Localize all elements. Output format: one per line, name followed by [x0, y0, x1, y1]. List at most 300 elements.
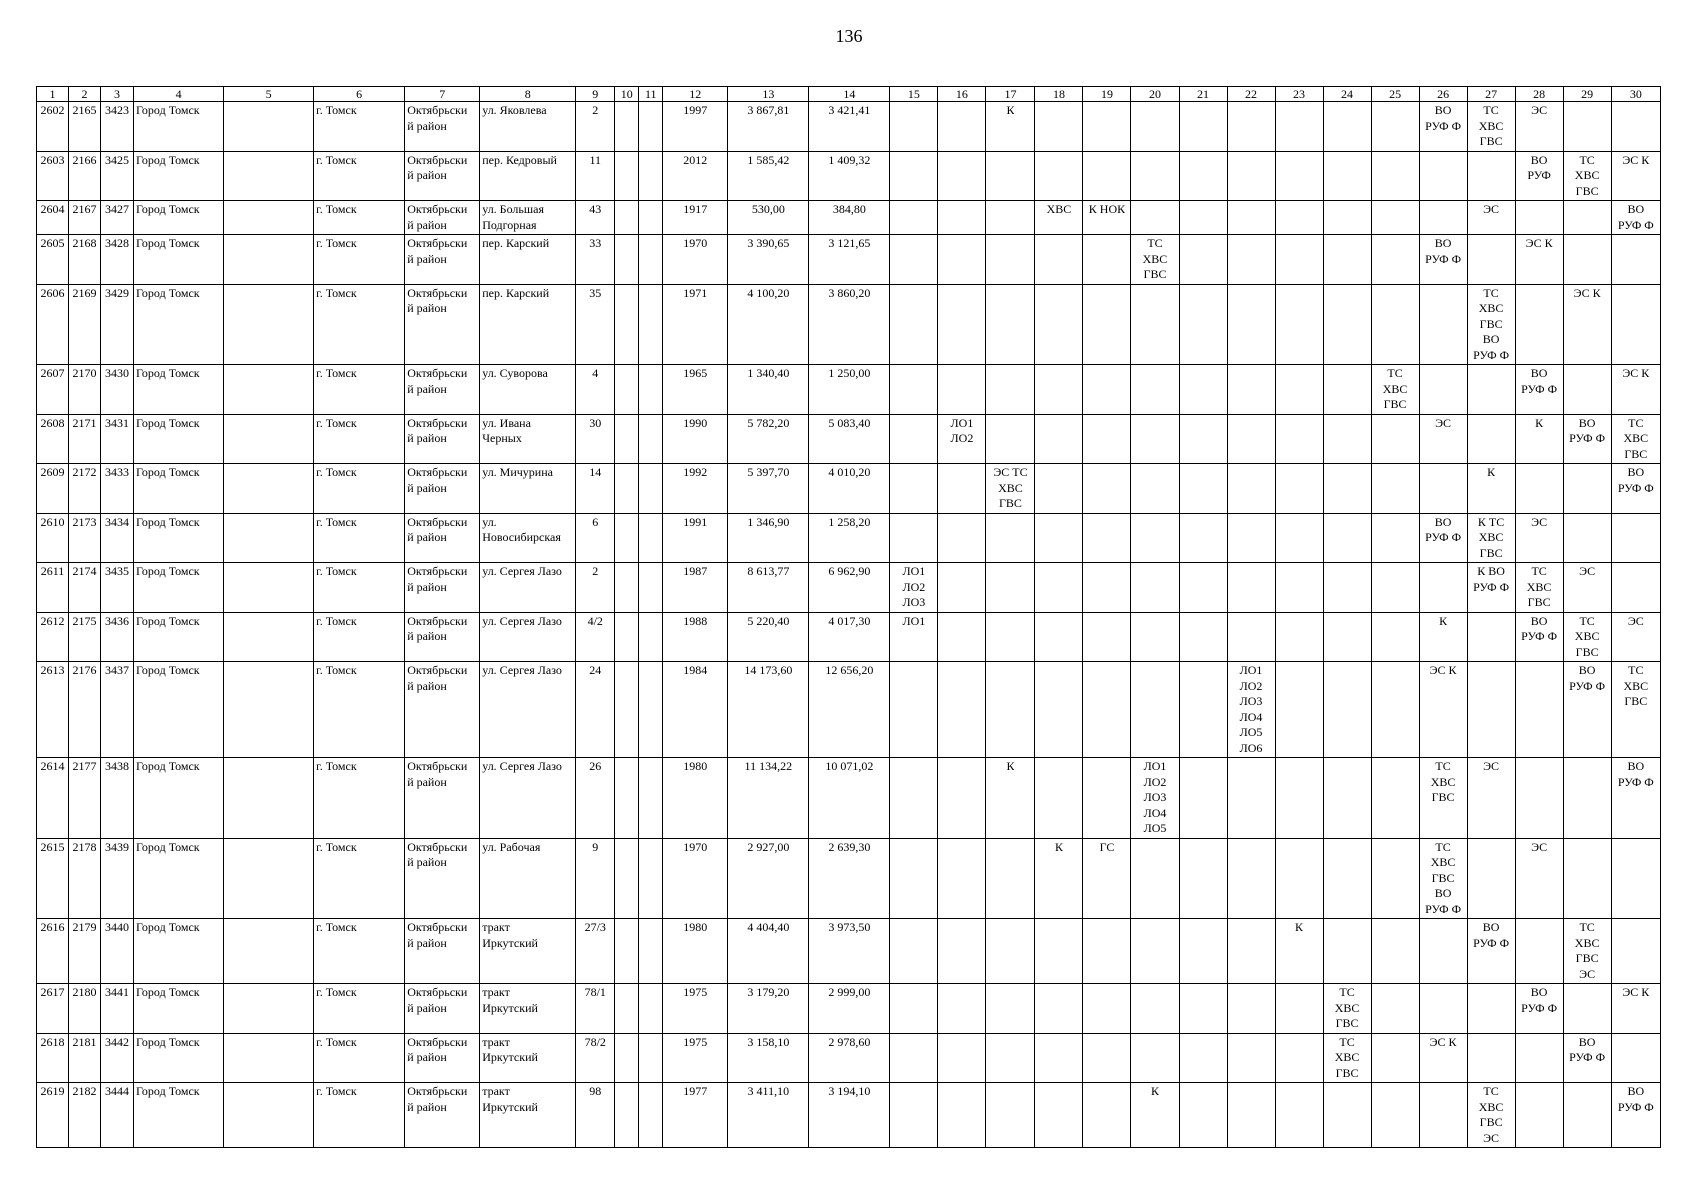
table-cell — [890, 102, 938, 152]
column-header: 19 — [1083, 87, 1131, 102]
table-cell — [1419, 513, 1467, 563]
table-cell — [663, 235, 728, 285]
cell-text: пер. Карский — [482, 236, 550, 250]
table-cell — [224, 365, 314, 415]
table-cell — [69, 284, 101, 365]
table-cell — [663, 284, 728, 365]
table-cell — [1179, 151, 1227, 201]
cell-text: 1975 — [683, 985, 708, 999]
cell-text: г. Томск — [316, 564, 357, 578]
table-cell — [1179, 1033, 1227, 1083]
table-cell — [1563, 919, 1611, 984]
table-cell — [1035, 102, 1083, 152]
table-cell — [1035, 919, 1083, 984]
table-cell — [1515, 662, 1563, 758]
table-cell — [101, 1033, 134, 1083]
cell-text: К — [1150, 1084, 1159, 1098]
cell-text: К — [1487, 465, 1496, 479]
cell-text: 1970 — [683, 236, 708, 250]
table-cell — [101, 513, 134, 563]
table-cell — [69, 563, 101, 613]
cell-text: 3 194,10 — [828, 1084, 871, 1098]
cell-text: ВО РУФ Ф — [1617, 759, 1654, 789]
table-cell — [1419, 284, 1467, 365]
cell-text: 3 411,10 — [747, 1084, 790, 1098]
table-cell — [1371, 1033, 1419, 1083]
table-cell — [37, 235, 69, 285]
table-cell — [101, 758, 134, 839]
table-cell — [37, 513, 69, 563]
table-row — [37, 284, 1661, 365]
table-cell — [639, 1033, 663, 1083]
column-header: 9 — [576, 87, 615, 102]
cell-text: 1 585,42 — [747, 152, 790, 167]
cell-text: 2168 — [72, 236, 97, 250]
cell-text: ул. Яковлева — [482, 103, 547, 117]
cell-text: ВО РУФ Ф — [1617, 202, 1654, 232]
table-cell — [405, 984, 480, 1034]
table-cell — [1227, 612, 1275, 662]
table-cell — [728, 919, 809, 984]
cell-text: 1997 — [683, 103, 708, 117]
table-cell — [1275, 984, 1323, 1034]
table-cell — [576, 235, 615, 285]
cell-text: К — [1054, 839, 1063, 854]
table-cell — [405, 758, 480, 839]
cell-text: К НОК — [1088, 202, 1126, 216]
table-cell — [1467, 102, 1515, 152]
table-cell — [1131, 151, 1179, 201]
table-cell — [1419, 612, 1467, 662]
table-cell — [405, 1083, 480, 1148]
cell-text: ТС ХВС ГВС — [1623, 663, 1649, 708]
table-cell — [615, 758, 639, 839]
table-cell — [69, 1033, 101, 1083]
cell-text: ТС ХВС ГВС — [1334, 985, 1360, 1030]
table-cell — [1563, 151, 1611, 201]
table-cell — [1227, 102, 1275, 152]
cell-text: ул. Сергея Лазо — [482, 613, 562, 628]
table-cell — [986, 513, 1035, 563]
table-cell — [1275, 1083, 1323, 1148]
table-cell — [405, 612, 480, 662]
table-cell — [1419, 563, 1467, 613]
cell-text: тракт Иркутский — [482, 1084, 538, 1114]
table-cell — [986, 1033, 1035, 1083]
table-cell — [890, 838, 938, 919]
cell-text: ТС ХВС ГВС — [1430, 759, 1456, 804]
table-cell — [938, 662, 986, 758]
cell-text: 2175 — [72, 613, 97, 628]
cell-text: 35 — [589, 285, 602, 300]
table-cell — [615, 284, 639, 365]
table-cell — [1323, 563, 1371, 613]
table-cell — [986, 984, 1035, 1034]
table-cell — [480, 662, 576, 758]
table-cell — [1035, 1083, 1083, 1148]
table-cell — [938, 563, 986, 613]
table-cell — [728, 284, 809, 365]
cell-text: 6 962,90 — [828, 564, 871, 578]
cell-text: Город Томск — [136, 236, 200, 250]
table-cell — [1371, 464, 1419, 514]
table-cell — [37, 284, 69, 365]
table-cell — [890, 758, 938, 839]
table-cell — [1611, 1033, 1660, 1083]
cell-text: ТС ХВС ГВС ВО РУФ Ф — [1425, 839, 1462, 916]
table-cell — [314, 284, 405, 365]
cell-text: ВО РУФ Ф — [1521, 985, 1558, 1015]
cell-text: Город Томск — [136, 152, 200, 167]
table-cell — [1611, 984, 1660, 1034]
cell-text: 3427 — [105, 202, 130, 216]
table-cell — [615, 235, 639, 285]
table-cell — [224, 838, 314, 919]
table-cell — [1563, 414, 1611, 464]
table-cell — [938, 838, 986, 919]
table-cell — [663, 464, 728, 514]
table-cell — [728, 414, 809, 464]
table-cell — [1323, 1033, 1371, 1083]
table-cell — [1611, 662, 1660, 758]
table-cell — [639, 838, 663, 919]
table-cell — [1179, 513, 1227, 563]
column-header: 4 — [134, 87, 224, 102]
cell-text: ул. Большая Подгорная — [482, 202, 544, 232]
table-cell — [728, 102, 809, 152]
table-cell — [1083, 414, 1131, 464]
table-cell — [314, 414, 405, 464]
table-cell — [1467, 365, 1515, 415]
cell-text: 1987 — [683, 564, 708, 578]
cell-text: К ВО РУФ Ф — [1473, 564, 1510, 594]
table-cell — [69, 464, 101, 514]
table-cell — [1275, 758, 1323, 839]
column-header: 10 — [615, 87, 639, 102]
cell-text: пер. Кедровый — [482, 152, 557, 167]
cell-text: 98 — [589, 1084, 602, 1098]
table-cell — [224, 563, 314, 613]
page-number: 136 — [835, 26, 863, 46]
table-cell — [1419, 758, 1467, 839]
table-cell — [728, 365, 809, 415]
table-cell — [1515, 612, 1563, 662]
cell-text: 2609 — [40, 465, 65, 479]
table-cell — [890, 1083, 938, 1148]
column-header: 25 — [1371, 87, 1419, 102]
cell-text: 1992 — [683, 465, 708, 479]
cell-text: Октябрьски й район — [407, 613, 468, 643]
table-cell — [1131, 414, 1179, 464]
table-cell — [69, 201, 101, 235]
table-cell — [938, 365, 986, 415]
cell-text: К ТС ХВС ГВС — [1477, 514, 1505, 560]
table-row — [37, 365, 1661, 415]
cell-text: ТС ХВС ГВС — [1382, 366, 1408, 411]
table-cell — [1323, 151, 1371, 201]
cell-text: ЭС — [1531, 839, 1548, 854]
table-cell — [1467, 464, 1515, 514]
table-cell — [576, 1033, 615, 1083]
table-cell — [938, 513, 986, 563]
table-cell — [986, 612, 1035, 662]
table-cell — [1131, 513, 1179, 563]
table-cell — [576, 513, 615, 563]
cell-text: 1990 — [683, 415, 708, 430]
table-cell — [1083, 464, 1131, 514]
table-cell — [1227, 414, 1275, 464]
table-cell — [809, 1033, 890, 1083]
table-cell — [1035, 151, 1083, 201]
cell-text: 1 409,32 — [828, 152, 871, 167]
table-cell — [1563, 513, 1611, 563]
cell-text: Город Томск — [136, 564, 200, 578]
cell-text: 5 083,40 — [828, 415, 871, 430]
table-cell — [890, 563, 938, 613]
table-cell — [1083, 919, 1131, 984]
cell-text: 4 017,30 — [828, 613, 871, 628]
cell-text: 2166 — [72, 152, 97, 167]
table-cell — [809, 365, 890, 415]
cell-text: 2602 — [40, 103, 65, 117]
table-cell — [1611, 414, 1660, 464]
table-cell — [134, 1083, 224, 1148]
cell-text: К — [1535, 415, 1544, 430]
table-cell — [1035, 284, 1083, 365]
table-cell — [134, 513, 224, 563]
table-cell — [1131, 612, 1179, 662]
table-cell — [615, 1083, 639, 1148]
table-cell — [986, 758, 1035, 839]
cell-text: 4 — [592, 366, 599, 380]
table-cell — [37, 838, 69, 919]
table-cell — [1419, 201, 1467, 235]
table-cell — [1611, 563, 1660, 613]
cell-text: ЭС — [1435, 415, 1452, 430]
cell-text: 3431 — [105, 415, 130, 430]
table-row — [37, 984, 1661, 1034]
table-cell — [576, 838, 615, 919]
table-cell — [576, 151, 615, 201]
table-cell — [134, 151, 224, 201]
column-header: 18 — [1035, 87, 1083, 102]
table-cell — [1227, 1033, 1275, 1083]
table-cell — [1275, 919, 1323, 984]
table-cell — [1179, 102, 1227, 152]
cell-text: ЭС — [1627, 613, 1644, 628]
table-cell — [938, 235, 986, 285]
cell-text: г. Томск — [316, 613, 357, 628]
table-cell — [480, 919, 576, 984]
cell-text: ЭС ТС ХВС ГВС — [993, 465, 1028, 510]
table-cell — [1467, 838, 1515, 919]
cell-text: Октябрьски й район — [407, 759, 468, 789]
cell-text: 2617 — [40, 985, 65, 999]
table-cell — [1419, 919, 1467, 984]
cell-text: 43 — [589, 202, 602, 216]
table-cell — [1419, 662, 1467, 758]
table-cell — [1179, 235, 1227, 285]
cell-text: 2176 — [72, 663, 97, 677]
cell-text: Город Томск — [136, 465, 200, 479]
cell-text: ГС — [1099, 839, 1115, 854]
table-cell — [1563, 563, 1611, 613]
table-cell — [314, 662, 405, 758]
table-cell — [1323, 284, 1371, 365]
table-cell — [1611, 151, 1660, 201]
table-cell — [809, 151, 890, 201]
table-cell — [1515, 284, 1563, 365]
table-cell — [1515, 563, 1563, 613]
table-cell — [890, 464, 938, 514]
table-cell — [1611, 102, 1660, 152]
cell-text: 2618 — [40, 1034, 65, 1049]
table-cell — [728, 151, 809, 201]
cell-text: 2606 — [40, 285, 65, 300]
table-cell — [1467, 513, 1515, 563]
table-cell — [224, 201, 314, 235]
table-cell — [1035, 758, 1083, 839]
table-cell — [1227, 662, 1275, 758]
cell-text: ул. Мичурина — [482, 465, 553, 479]
table-cell — [224, 984, 314, 1034]
table-cell — [224, 513, 314, 563]
table-cell — [576, 365, 615, 415]
cell-text: ТС ХВС ГВС — [1623, 415, 1649, 461]
table-cell — [615, 1033, 639, 1083]
table-cell — [1323, 919, 1371, 984]
table-cell — [576, 414, 615, 464]
cell-text: ТС ХВС ГВС ЭС — [1574, 920, 1600, 981]
cell-text: ЭС — [1531, 514, 1548, 529]
table-cell — [1179, 758, 1227, 839]
cell-text: 2 — [592, 564, 599, 578]
table-cell — [224, 235, 314, 285]
table-cell — [1227, 284, 1275, 365]
table-cell — [1131, 984, 1179, 1034]
table-cell — [1083, 102, 1131, 152]
cell-text: Город Томск — [136, 663, 200, 677]
table-cell — [69, 1083, 101, 1148]
table-cell — [101, 201, 134, 235]
table-cell — [1275, 151, 1323, 201]
cell-text: 2616 — [40, 920, 65, 934]
cell-text: ЛО1 ЛО2 — [950, 415, 974, 445]
table-cell — [1515, 1083, 1563, 1148]
table-cell — [1083, 1033, 1131, 1083]
table-cell — [728, 201, 809, 235]
table-cell — [224, 612, 314, 662]
table-cell — [1563, 612, 1611, 662]
table-cell — [1563, 365, 1611, 415]
cell-text: 3 390,65 — [747, 236, 790, 250]
table-cell — [663, 758, 728, 839]
cell-text: 1971 — [683, 285, 708, 300]
table-cell — [1131, 919, 1179, 984]
cell-text: 9 — [592, 839, 599, 854]
cell-text: Октябрьски й район — [407, 1034, 468, 1064]
table-cell — [480, 102, 576, 152]
table-row — [37, 513, 1661, 563]
cell-text: ЭС К — [1429, 663, 1457, 677]
table-cell — [1371, 612, 1419, 662]
table-cell — [1323, 513, 1371, 563]
cell-text: Октябрьски й район — [407, 103, 468, 133]
table-cell — [134, 838, 224, 919]
table-cell — [615, 201, 639, 235]
cell-text: 14 — [589, 465, 602, 479]
cell-text: Город Томск — [136, 285, 200, 300]
cell-text: Город Томск — [136, 920, 200, 934]
table-cell — [1419, 235, 1467, 285]
table-cell — [809, 838, 890, 919]
cell-text: 8 613,77 — [747, 564, 790, 578]
table-cell — [1083, 1083, 1131, 1148]
table-cell — [1275, 563, 1323, 613]
cell-text: 3434 — [105, 514, 130, 529]
cell-text: 1984 — [683, 663, 708, 677]
table-cell — [809, 201, 890, 235]
table-cell — [986, 235, 1035, 285]
table-cell — [986, 1083, 1035, 1148]
table-cell — [224, 662, 314, 758]
table-cell — [1515, 201, 1563, 235]
table-row — [37, 151, 1661, 201]
table-cell — [615, 365, 639, 415]
table-cell — [809, 284, 890, 365]
table-cell — [728, 235, 809, 285]
table-cell — [1323, 201, 1371, 235]
cell-text: 2 999,00 — [828, 985, 871, 999]
data-table — [36, 86, 1661, 1148]
cell-text: ул. Сергея Лазо — [482, 564, 562, 578]
cell-text: Октябрьски й район — [407, 465, 468, 495]
column-header: 13 — [728, 87, 809, 102]
table-row — [37, 414, 1661, 464]
table-cell — [134, 235, 224, 285]
cell-text: 3 158,10 — [747, 1034, 790, 1049]
column-header: 1 — [37, 87, 69, 102]
table-cell — [405, 414, 480, 464]
table-cell — [615, 464, 639, 514]
table-cell — [480, 201, 576, 235]
table-cell — [1563, 102, 1611, 152]
cell-text: 1965 — [683, 366, 708, 380]
table-cell — [809, 563, 890, 613]
column-header: 8 — [480, 87, 576, 102]
column-header: 27 — [1467, 87, 1515, 102]
table-cell — [37, 758, 69, 839]
table-cell — [938, 1083, 986, 1148]
column-header: 20 — [1131, 87, 1179, 102]
column-header: 16 — [938, 87, 986, 102]
cell-text: 2170 — [72, 366, 97, 380]
table-cell — [1083, 563, 1131, 613]
table-cell — [1515, 758, 1563, 839]
table-cell — [728, 838, 809, 919]
cell-text: г. Томск — [316, 415, 357, 430]
cell-text: 4/2 — [587, 613, 603, 628]
cell-text: 1 340,40 — [747, 366, 790, 380]
table-cell — [69, 513, 101, 563]
table-cell — [1179, 838, 1227, 919]
table-cell — [1419, 838, 1467, 919]
table-cell — [101, 1083, 134, 1148]
cell-text: 2171 — [72, 415, 97, 430]
table-cell — [101, 464, 134, 514]
table-cell — [1179, 662, 1227, 758]
table-cell — [1227, 984, 1275, 1034]
